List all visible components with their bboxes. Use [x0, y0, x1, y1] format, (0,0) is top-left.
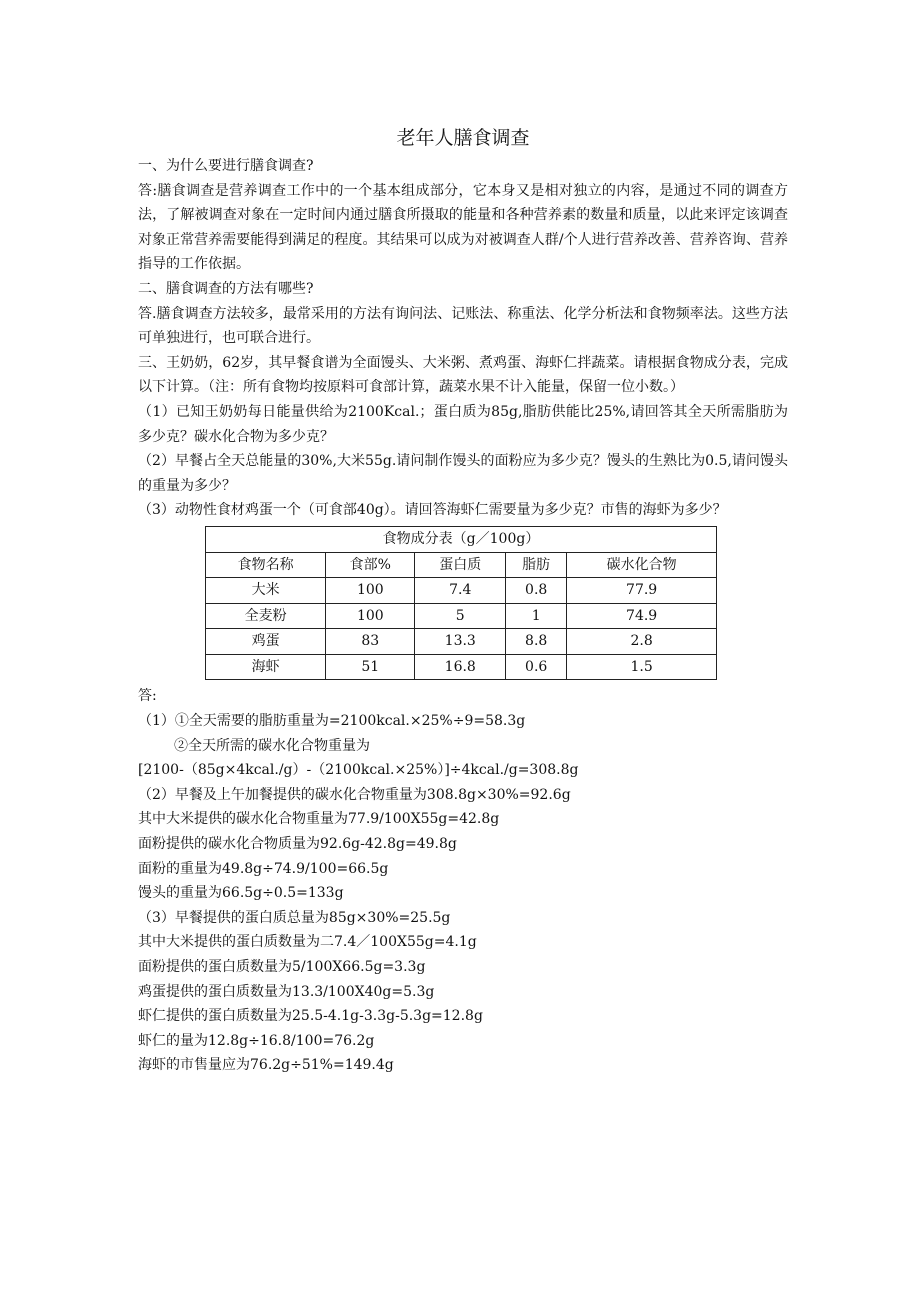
answer-line: （1）①全天需要的脂肪重量为=2100kcal.×25%÷9=58.3g — [138, 713, 526, 730]
table-cell: 13.3 — [415, 629, 506, 655]
answer-line: 虾仁的量为12.8g÷16.8/100=76.2g — [138, 1032, 375, 1049]
header-cell: 食部% — [326, 552, 415, 578]
answer-line: [2100-（85g×4kcal./g）-（2100kcal.×25%）]÷4kcal./g=308.8g — [138, 762, 579, 779]
answer-line: 面粉的重量为49.8g÷74.9/100=66.5g — [138, 860, 389, 877]
table-row — [206, 654, 717, 680]
page-title: 老年人膳食调查 — [396, 127, 530, 149]
table-cell: 8.8 — [506, 629, 567, 655]
table-cell: 77.9 — [567, 578, 717, 604]
table-cell: 鸡蛋 — [206, 629, 326, 655]
table-caption: 食物成分表（g／100g） — [206, 526, 717, 552]
table-row — [206, 578, 717, 604]
question-3-sub-1: （1）已知王奶奶每日能量供给为2100Kcal.；蛋白质为85g,脂肪供能比25%,请回答其全天所需脂肪为多少克？碳水化合物为多少克？ — [138, 403, 788, 445]
table-cell: 0.8 — [506, 578, 567, 604]
table-header-row — [206, 552, 717, 578]
answer-2: 答.膳食调查方法较多，最常采用的方法有询问法、记账法、称重法、化学分析法和食物频率法。这些方法可单独进行，也可联合进行。 — [138, 305, 788, 347]
answer-line: （2）早餐及上午加餐提供的碳水化合物重量为308.8g×30%=92.6g — [138, 786, 571, 803]
answer-line: 面粉提供的碳水化合物质量为92.6g-42.8g=49.8g — [138, 836, 457, 853]
answer-line: 虾仁提供的蛋白质数量为25.5-4.1g-3.3g-5.3g=12.8g — [138, 1008, 483, 1025]
answer-line: ②全天所需的碳水化合物重量为 — [174, 737, 370, 754]
header-cell: 脂肪 — [506, 552, 567, 578]
table-cell: 5 — [415, 603, 506, 629]
food-composition-table — [205, 526, 717, 681]
table-cell: 1 — [506, 603, 567, 629]
table-cell: 海虾 — [206, 654, 326, 680]
answer-label: 答: — [138, 688, 157, 705]
answer-line: 馒头的重量为66.5g÷0.5=133g — [138, 885, 344, 902]
table-row — [206, 603, 717, 629]
answer-line: 鸡蛋提供的蛋白质数量为13.3/100X40g=5.3g — [138, 983, 435, 1000]
table-row — [206, 629, 717, 655]
question-3-intro: 三、王奶奶，62岁，其早餐食谱为全面馒头、大米粥、煮鸡蛋、海虾仁拌蔬菜。请根据食物成分表，完成以下计算。（注：所有食物均按原料可食部计算，蔬菜水果不计入能量，保留一位小数。） — [138, 354, 788, 396]
answer-line: （3）早餐提供的蛋白质总量为85g×30%=25.5g — [138, 909, 451, 926]
table-cell: 0.6 — [506, 654, 567, 680]
table-cell: 100 — [326, 578, 415, 604]
table-cell: 7.4 — [415, 578, 506, 604]
answer-line: 其中大米提供的碳水化合物重量为77.9/100X55g=42.8g — [138, 811, 500, 828]
answer-1: 答:膳食调查是营养调查工作中的一个基本组成部分，它本身又是相对独立的内容，是通过不同的调查方法，了解被调查对象在一定时间内通过膳食所摄取的能量和各种营养素的数量和质量，以此来评定该调查对象正常营养需要能得到满足的程度。其结果可以成为对被调查人群/个人进行营养改善、营养咨询、营养指导的工作依据。 — [138, 182, 788, 273]
question-2: 二、膳食调查的方法有哪些? — [138, 280, 314, 297]
question-1: 一、为什么要进行膳食调查? — [138, 158, 314, 174]
document-body — [138, 124, 788, 1078]
answer-line: 其中大米提供的蛋白质数量为二7.4／100X55g=4.1g — [138, 934, 477, 951]
table-cell: 大米 — [206, 578, 326, 604]
table-cell: 74.9 — [567, 603, 717, 629]
header-cell: 食物名称 — [206, 552, 326, 578]
table-cell: 51 — [326, 654, 415, 680]
answer-line: 面粉提供的蛋白质数量为5/100X66.5g=3.3g — [138, 959, 426, 975]
table-cell: 1.5 — [567, 654, 717, 680]
question-3-sub-3: （3）动物性食材鸡蛋一个（可食部40g）。请回答海虾仁需要量为多少克？市售的海虾为多少？ — [138, 502, 727, 519]
answer-line: 海虾的市售量应为76.2g÷51%=149.4g — [138, 1057, 394, 1074]
question-3-sub-2: （2）早餐占全天总能量的30%,大米55g.请问制作馒头的面粉应为多少克？馒头的生熟比为0.5,请问馒头的重量为多少？ — [138, 453, 788, 494]
header-cell: 碳水化合物 — [567, 552, 717, 578]
table-cell: 2.8 — [567, 629, 717, 655]
table-cell: 100 — [326, 603, 415, 629]
table-cell: 16.8 — [415, 654, 506, 680]
header-cell: 蛋白质 — [415, 552, 506, 578]
table-cell: 全麦粉 — [206, 603, 326, 629]
table-cell: 83 — [326, 629, 415, 655]
